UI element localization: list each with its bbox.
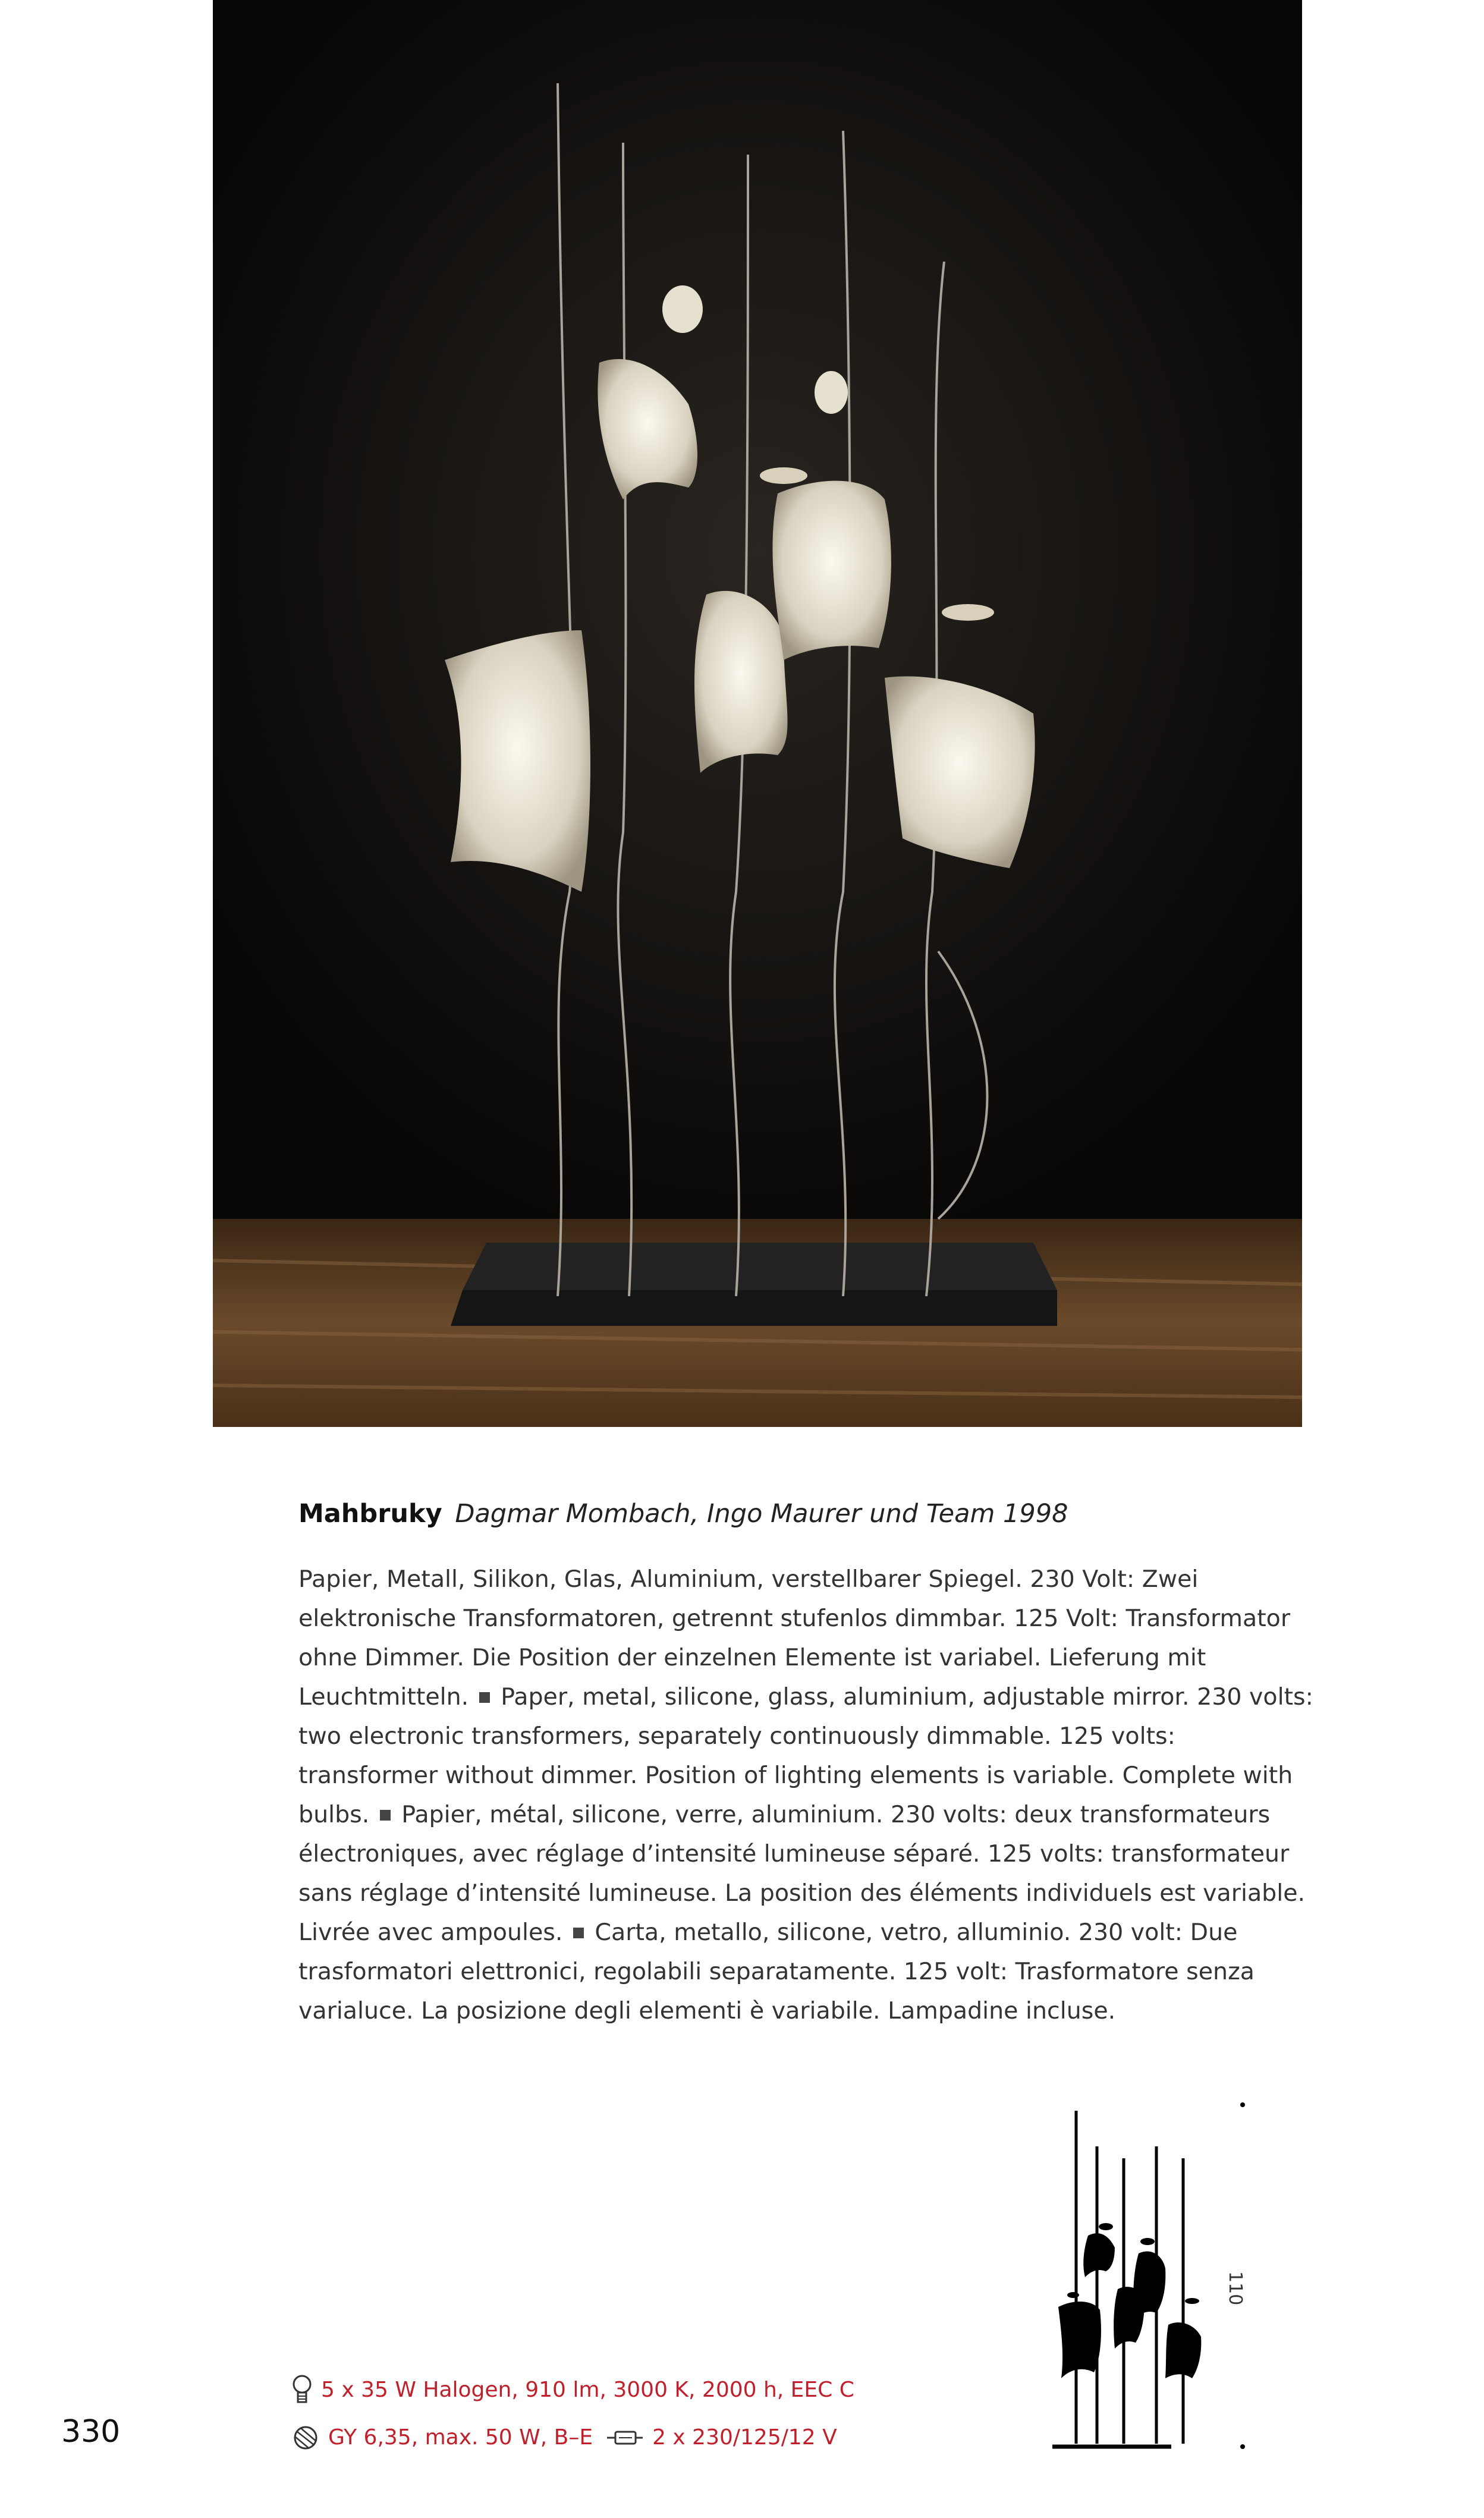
product-title [298, 1495, 1309, 1532]
description-french: Papier, métal, silicone, verre, aluminium. 230 volts: deux transformateurs électroniques, avec réglage d’intensité lumineuse séparé. 125 volts: transformateur sans réglage d’intensité lumineuse. La position des éléments individuels est variable. Livrée avec ampoules. [298, 1801, 1306, 1946]
separator-square-icon [573, 1928, 584, 1938]
description-german: Papier, Metall, Silikon, Glas, Aluminium, verstellbarer Spiegel. 230 Volt: Zwei elektronische Transformatoren, getrennt stufenlos dimmbar. 125 Volt: Transformator ohne Dimmer. Die Position der einzelnen Elemente ist variabel. Lieferung mit Leuchtmitteln. [298, 1566, 1291, 1711]
socket-icon [291, 2425, 320, 2451]
technical-specs [291, 2366, 1005, 2462]
page-number: 330 [61, 2414, 121, 2450]
spec-bulb: 5 x 35 W Halogen, 910 lm, 3000 K, 2000 h, EEC C [321, 2378, 854, 2402]
description-english: Paper, metal, silicone, glass, aluminium, adjustable mirror. 230 volts: two electronic transformers, separately continuously dimmable. 125 volts: transformer without dimmer. Position of lighting elements is variable. Complete with bulbs. [298, 1683, 1313, 1828]
drawing-height-label: 110 [1225, 2271, 1246, 2306]
product-name: Mahbruky [298, 1499, 442, 1529]
lamp-silhouette [1035, 2099, 1284, 2456]
description-italian: Carta, metallo, silicone, vetro, alluminio. 230 volt: Due trasformatori elettronici, regolabili separatamente. 125 volt: Trasformatore senza varialuce. La posizione degli elementi è variabile. Lampadine incluse. [298, 1919, 1255, 2025]
bulb-icon [291, 2374, 313, 2407]
spec-transformer: 2 x 230/125/12 V [652, 2425, 837, 2450]
spec-socket-row [291, 2414, 1005, 2462]
separator-square-icon [479, 1692, 490, 1703]
product-photo-illustration [213, 0, 1302, 1427]
technical-drawing [1035, 2099, 1284, 2456]
spec-socket: GY 6,35, max. 50 W, B–E [328, 2425, 593, 2450]
product-designer: Dagmar Mombach, Ingo Maurer und Team 1998 [455, 1499, 1068, 1529]
separator-square-icon [380, 1810, 391, 1821]
product-description [298, 1560, 1321, 2030]
transformer-icon [606, 2427, 644, 2448]
spec-bulb-row [291, 2366, 1005, 2414]
product-photo [213, 0, 1302, 1427]
